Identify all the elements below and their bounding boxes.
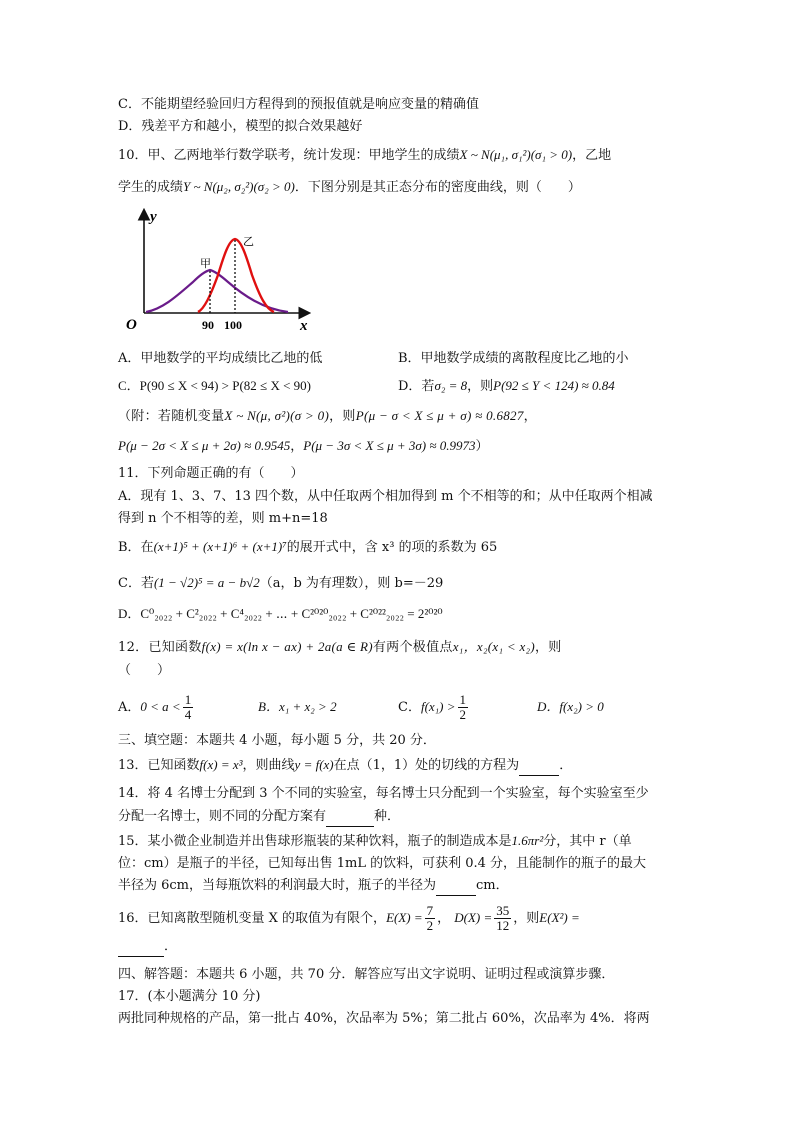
section-4-heading: 四、解答题：本题共 6 小题，共 70 分．解答应写出文字说明、证明过程或演算步骤．	[118, 967, 615, 982]
q11-option-b: B．在(x+1)⁵ + (x+1)⁶ + (x+1)⁷的展开式中，含 x³ 的项的系数为 65	[118, 539, 498, 555]
curve-jia-label: 甲	[200, 258, 211, 270]
q15-answer-blank[interactable]	[436, 877, 476, 896]
q9-option-c: C．不能期望经验回归方程得到的预报值就是响应变量的精确值	[118, 97, 479, 112]
q10-stem-line2: 学生的成绩Y ~ N(μ₂, σ₂²)(σ₂ > 0)．下图分别是其正态分布的密度曲线，则（ ）	[118, 179, 581, 195]
q10-note-line2: P(μ − 2σ < X ≤ μ + 2σ) ≈ 0.9545，P(μ − 3σ < X ≤ μ + 3σ) ≈ 0.9973）	[118, 438, 489, 454]
q12-option-a: A．0 < a < $\frac{1}{4}$	[118, 692, 192, 722]
q14-line1: 14．将 4 名博士分配到 3 个不同的实验室，每名博士只分配到一个实验室，每个实验室至少	[118, 786, 649, 801]
tick-label-90: 90	[202, 318, 214, 332]
q11-option-a-line2: 得到 n 个不相等的差，则 m+n=18	[118, 511, 328, 526]
q9-option-d: D．残差平方和越小，模型的拟合效果越好	[118, 119, 363, 134]
q12-option-c: C．f(x₁) > $\frac{1}{2}$	[398, 692, 467, 722]
q11-stem: 11．下列命题正确的有（ ）	[118, 466, 304, 481]
tick-label-100: 100	[224, 318, 242, 332]
q12-option-b: B．x₁ + x₂ > 2	[258, 699, 337, 714]
q10-option-d: D．若σ₂ = 8，则P(92 ≤ Y < 124) ≈ 0.84	[398, 378, 615, 394]
q16-line2: ．	[118, 938, 177, 957]
q10-option-c: C．P(90 ≤ X < 94) > P(82 ≤ X < 90)	[118, 378, 311, 393]
q10-option-b: B．甲地数学成绩的离散程度比乙地的小	[398, 351, 629, 366]
q10-stem-line1: 10．甲、乙两地举行数学联考，统计发现：甲地学生的成绩X ~ N(μ₁, σ₁²)(σ₁ > 0)，乙地	[118, 147, 612, 163]
q17-heading: 17．(本小题满分 10 分)	[118, 989, 261, 1004]
q14-answer-blank[interactable]	[326, 808, 374, 827]
q10-option-a: A．甲地数学的平均成绩比乙地的低	[118, 351, 323, 366]
section-3-heading: 三、填空题：本题共 4 小题，每小题 5 分，共 20 分．	[118, 733, 436, 748]
origin-label: O	[126, 317, 137, 333]
q10-note-line1: （附：若随机变量X ~ N(μ, σ²)(σ > 0)，则P(μ − σ < X ≤ μ + σ) ≈ 0.6827，	[118, 408, 537, 424]
y-axis-label: y	[150, 209, 157, 225]
q11-option-d: D．C⁰₂₀₂₂ + C²₂₀₂₂ + C⁴₂₀₂₂ + ⋯ + C²⁰²⁰₂₀₂₂ + C²⁰²²₂₀₂₂ = 2²⁰²⁰	[118, 606, 443, 621]
q16-answer-blank[interactable]	[118, 938, 164, 957]
q11-option-a-line1: A．现有 1、3、7、13 四个数，从中任取两个相加得到 m 个不相等的和；从中任取两个相减	[118, 489, 653, 504]
q11-option-c: C．若(1 − √2)⁵ = a − b√2（a，b 为有理数），则 b=－29	[118, 575, 444, 591]
q16-line1: 16．已知离散型随机变量 X 的取值为有限个，E(X) = $\frac{7}{2}$ ， D(X) = $\frac{35}{12}$ ，则E(X²) =	[118, 903, 580, 933]
x-axis-label: x	[300, 318, 308, 334]
q14-line2: 分配一名博士，则不同的分配方案有 种．	[118, 808, 400, 827]
q15-line1: 15．某小微企业制造并出售球形瓶装的某种饮料，瓶子的制造成本是1.6πr²分，其中 r（单	[118, 833, 632, 849]
q13-answer-blank[interactable]	[519, 757, 559, 776]
normal-density-figure	[118, 205, 318, 335]
q17-line1: 两批同种规格的产品，第一批占 40%，次品率为 5%；第二批占 60%，次品率为 4%．将两	[118, 1011, 650, 1026]
q13-text: 13．已知函数f(x) = x³，则曲线y = f(x)在点（1，1）处的切线的方程为 ．	[118, 756, 572, 776]
q12-paren: （ ）	[118, 663, 171, 678]
q15-line2: 位：cm）是瓶子的半径，已知每出售 1mL 的饮料，可获利 0.4 分，且能制作的瓶子的最大	[118, 856, 647, 871]
q15-line3: 半径为 6cm，当每瓶饮料的利润最大时，瓶子的半径为 cm．	[118, 877, 509, 896]
q12-stem: 12．已知函数f(x) = x(ln x − ax) + 2a(a ∈ R)有两个极值点x₁，x₂(x₁ < x₂)，则	[118, 639, 562, 655]
q12-option-d: D．f(x₂) > 0	[537, 699, 604, 714]
curve-yi-label: 乙	[243, 236, 254, 248]
